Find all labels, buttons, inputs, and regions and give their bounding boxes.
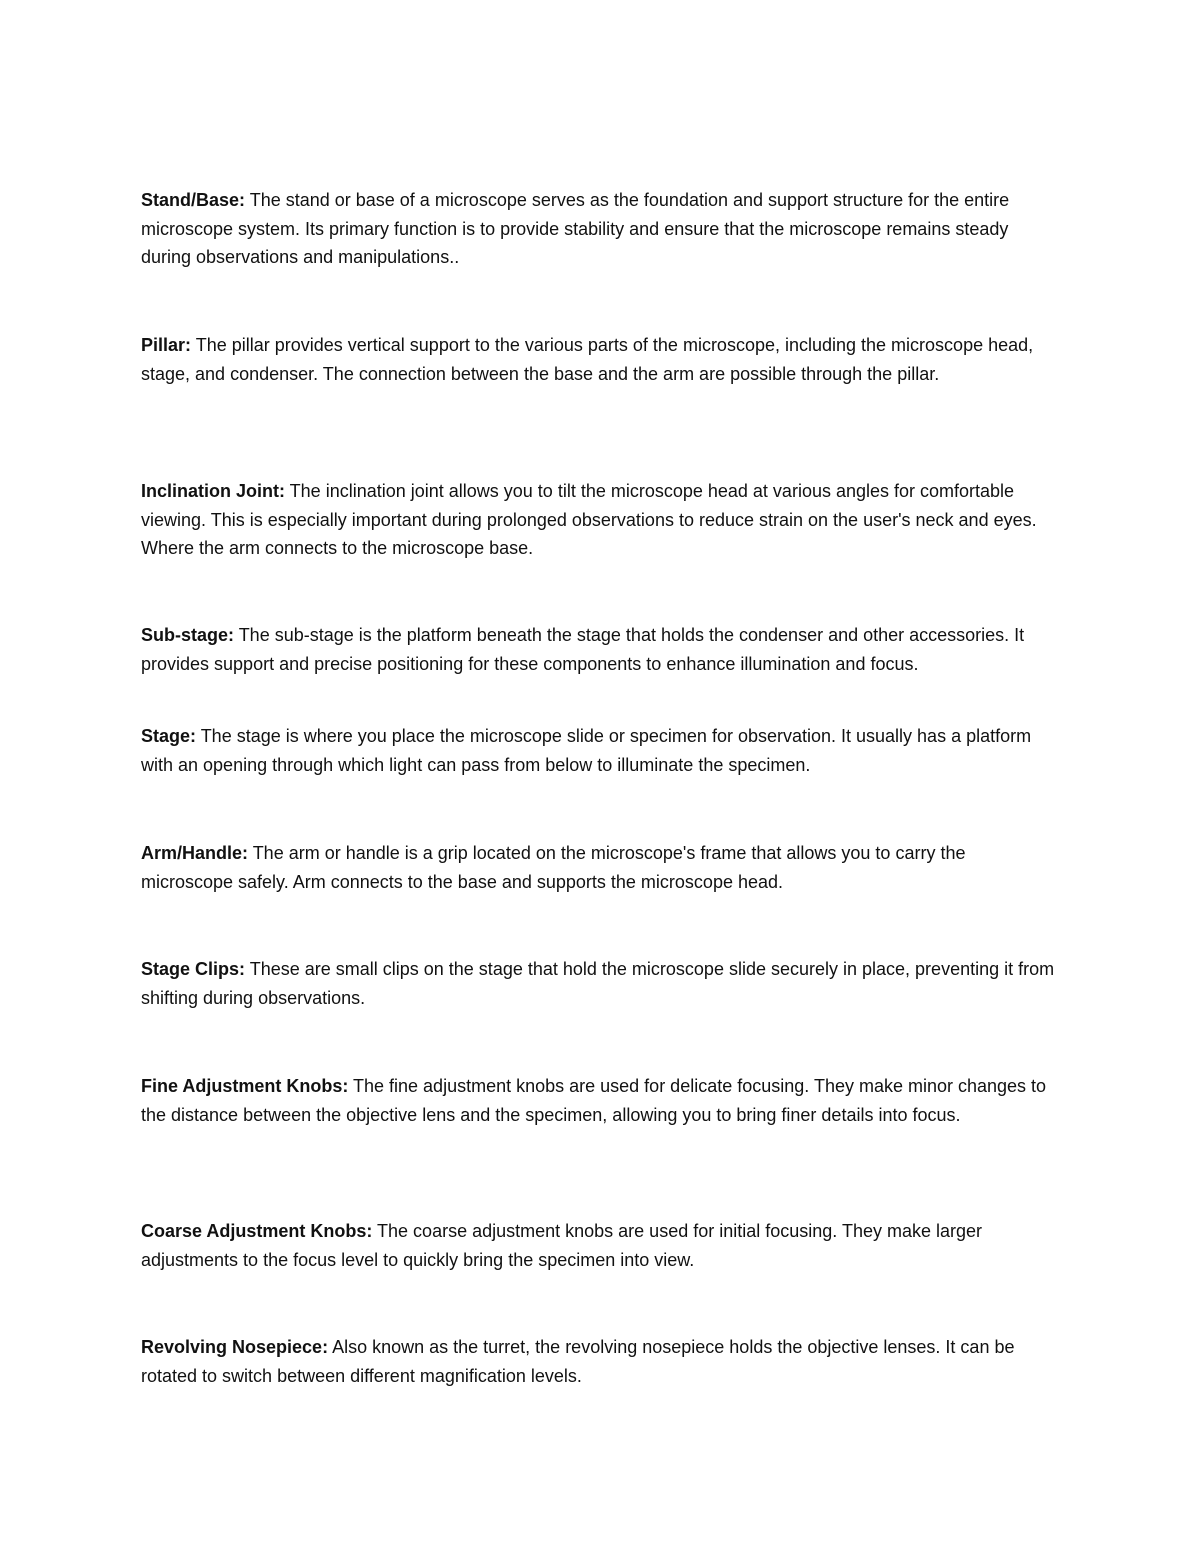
definition-stage-clips: These are small clips on the stage that hold the microscope slide securely in place, preventing it from shifting during observations. xyxy=(141,959,1055,1008)
term-stand-base: Stand/Base: xyxy=(141,190,246,210)
entry-pillar xyxy=(141,331,1056,388)
entry-coarse-adjustment-knobs xyxy=(141,1217,1056,1274)
term-pillar: Pillar: xyxy=(141,335,192,355)
entry-stage-clips xyxy=(141,955,1056,1012)
term-coarse-adjustment-knobs: Coarse Adjustment Knobs: xyxy=(141,1221,373,1241)
definition-coarse-adjustment-knobs: The coarse adjustment knobs are used for initial focusing. They make larger adjustments to the focus level to quickly bring the specimen into view. xyxy=(141,1221,983,1270)
entry-fine-adjustment-knobs xyxy=(141,1072,1056,1129)
entry-revolving-nosepiece xyxy=(141,1333,1056,1390)
entry-sub-stage xyxy=(141,621,1056,678)
term-revolving-nosepiece: Revolving Nosepiece: xyxy=(141,1337,329,1357)
definition-inclination-joint: The inclination joint allows you to tilt the microscope head at various angles for comfortable viewing. This is especially important during prolonged observations to reduce strain on the user's neck and eyes. Where the arm connects to the microscope base. xyxy=(141,481,1037,558)
entry-inclination-joint xyxy=(141,477,1056,563)
term-stage-clips: Stage Clips: xyxy=(141,959,246,979)
definition-arm-handle: The arm or handle is a grip located on the microscope's frame that allows you to carry the microscope safely. Arm connects to the base and supports the microscope head. xyxy=(141,843,966,892)
definition-stage: The stage is where you place the microscope slide or specimen for observation. It usually has a platform with an opening through which light can pass from below to illuminate the specimen. xyxy=(141,726,1032,775)
term-stage: Stage: xyxy=(141,726,197,746)
term-arm-handle: Arm/Handle: xyxy=(141,843,249,863)
entry-stage xyxy=(141,722,1056,779)
definition-stand-base: The stand or base of a microscope serves as the foundation and support structure for the entire microscope system. Its primary function is to provide stability and ensure that the microscope remains steady during observations and manipulations.. xyxy=(141,190,1010,267)
term-fine-adjustment-knobs: Fine Adjustment Knobs: xyxy=(141,1076,349,1096)
term-inclination-joint: Inclination Joint: xyxy=(141,481,285,501)
entry-stand-base xyxy=(141,186,1056,272)
definition-revolving-nosepiece: Also known as the turret, the revolving nosepiece holds the objective lenses. It can be rotated to switch between different magnification levels. xyxy=(141,1337,1015,1386)
definition-pillar: The pillar provides vertical support to the various parts of the microscope, including the microscope head, stage, and condenser. The connection between the base and the arm are possible through the pillar. xyxy=(141,335,1034,384)
entry-arm-handle xyxy=(141,839,1056,896)
definition-sub-stage: The sub-stage is the platform beneath the stage that holds the condenser and other accessories. It provides support and precise positioning for these components to enhance illumination and focus. xyxy=(141,625,1025,674)
term-sub-stage: Sub-stage: xyxy=(141,625,235,645)
definition-fine-adjustment-knobs: The fine adjustment knobs are used for delicate focusing. They make minor changes to the distance between the objective lens and the specimen, allowing you to bring finer details into focus. xyxy=(141,1076,1047,1125)
